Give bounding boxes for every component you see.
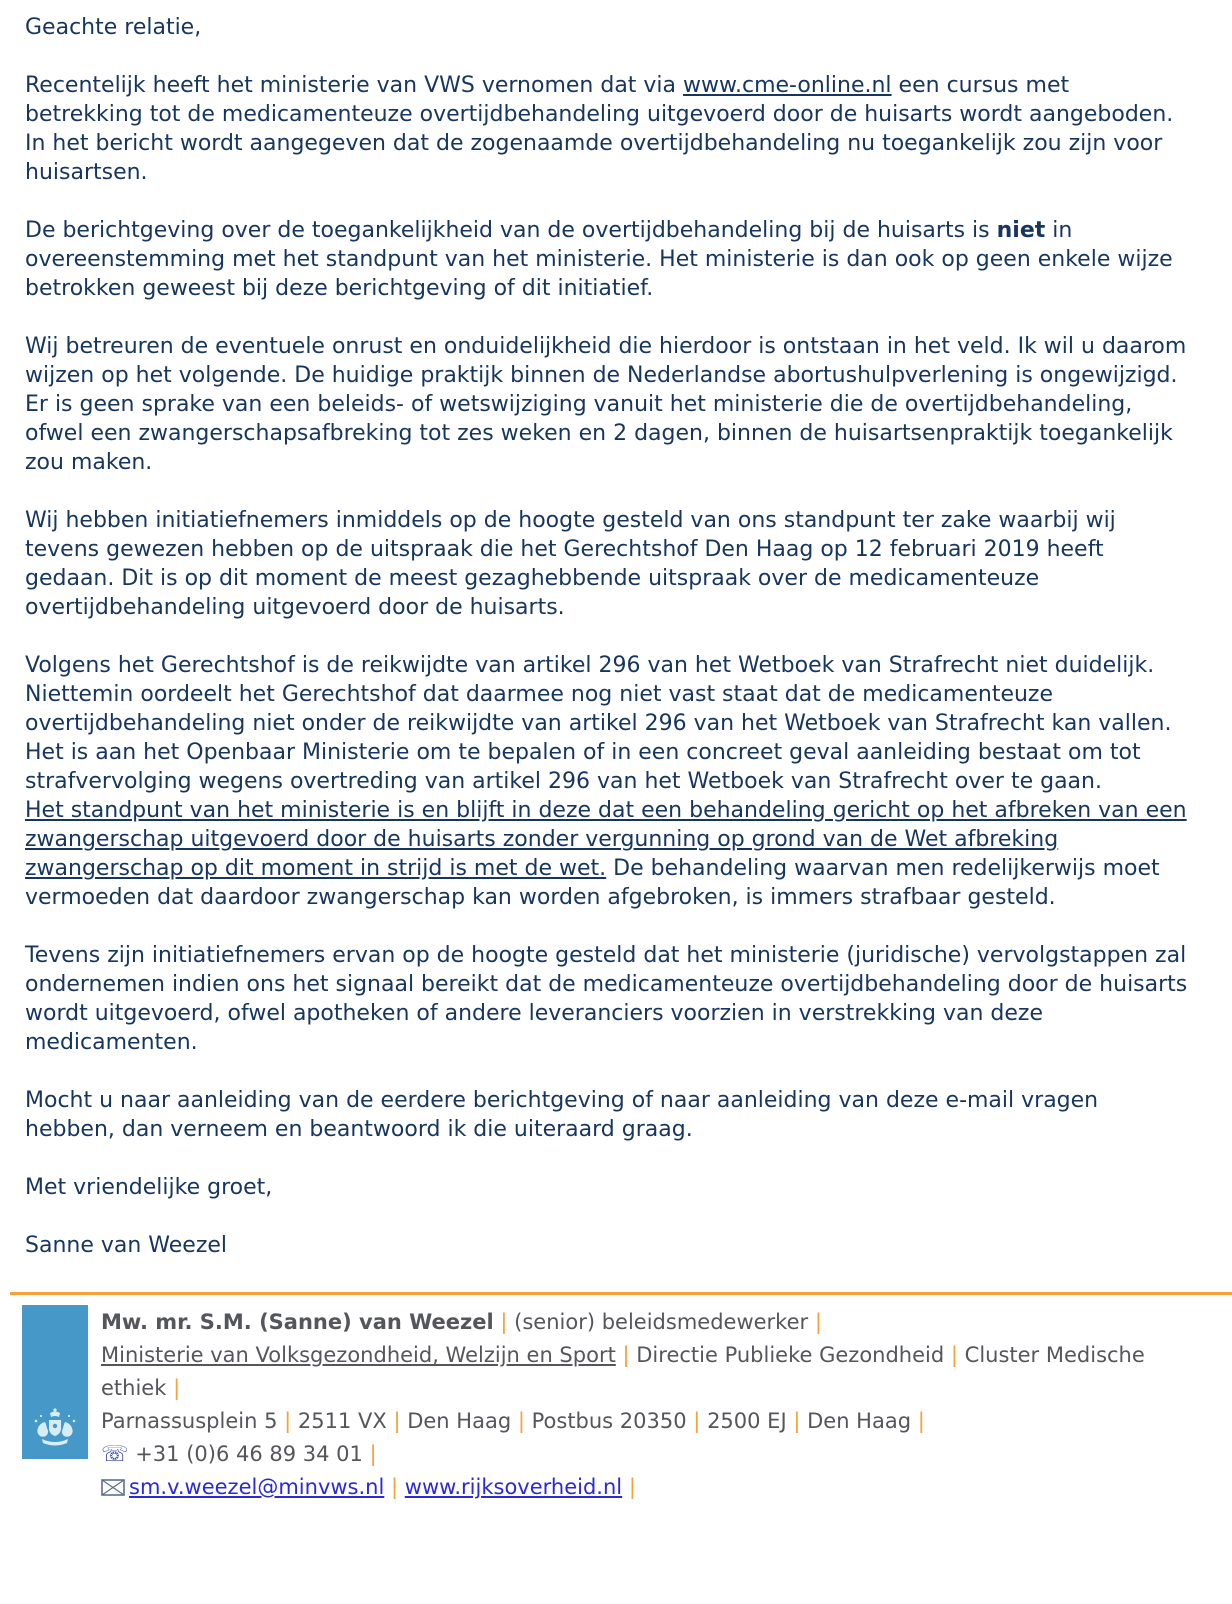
signature-line-phone: [101, 1438, 1166, 1471]
paragraph-vragen: Mocht u naar aanleiding van de eerdere berichtgeving of naar aanleiding van deze e-mail vragen hebben, dan verneem en beantwoord ik die uiteraard graag.: [25, 1088, 1099, 1142]
envelope-icon: [101, 1479, 125, 1496]
paragraph-gerechtshof: [25, 651, 1190, 912]
standpunt-underlined: Het standpunt van het ministerie is en blijft in deze dat een behandeling gericht op het afbreken van een zwangerschap uitgevoerd door de huisarts zonder vergunning op grond van de Wet afbreking zwangerschap op dit moment in strijd is met de wet.: [25, 798, 1187, 881]
paragraph-betreuren: Wij betreuren de eventuele onrust en onduidelijkheid die hierdoor is ontstaan in het veld. Ik wil u daarom wijzen op het volgende. De huidige praktijk binnen de Nederlandse abortushulpverlening is ongewijzigd. Er is geen sprake van een beleids- of wetswijziging vanuit het ministerie die de overtijdbehandeling, ofwel een zwangerschapsafbreking tot zes weken en 2 dagen, binnen de huisartsenpraktijk toegankelijk zou maken.: [25, 334, 1187, 475]
pipe-separator: |: [917, 1409, 925, 1433]
pipe-separator: |: [393, 1409, 401, 1433]
signature-divider: [10, 1292, 1232, 1295]
address-part: Den Haag: [807, 1409, 912, 1433]
emphasis-niet: niet: [996, 218, 1046, 243]
pipe-separator: |: [284, 1409, 292, 1433]
paragraph-gerechtshof-part2: De behandeling waarvan men redelijkerwijs moet vermoeden dat daardoor zwangerschap kan worden afgebroken, is immers strafbaar gesteld.: [25, 856, 1160, 910]
signature-line-name: [101, 1306, 1166, 1339]
address-part: Den Haag: [407, 1409, 512, 1433]
paragraph-intro-post: een cursus met betrekking tot de medicamenteuze overtijdbehandeling uitgevoerd door de huisarts wordt aangeboden. In het bericht wordt aangegeven dat de zogenaamde overtijdbehandeling nu toegankelijk zou zijn voor huisartsen.: [25, 73, 1174, 185]
pipe-separator: |: [391, 1475, 399, 1499]
pipe-separator: |: [793, 1409, 801, 1433]
pipe-separator: |: [173, 1376, 181, 1400]
signature-block: [22, 1302, 1206, 1504]
pipe-separator: |: [517, 1409, 525, 1433]
signature-name: Mw. mr. S.M. (Sanne) van Weezel: [101, 1310, 494, 1334]
address-part: 2500 EJ: [707, 1409, 787, 1433]
ministry-link[interactable]: Ministerie van Volksgezondheid, Welzijn en Sport: [101, 1343, 616, 1367]
email-body: [25, 13, 1206, 1260]
signature-role: (senior) beleidsmedewerker: [514, 1310, 809, 1334]
paragraph-intro: [25, 71, 1190, 187]
sender-name: Sanne van Weezel: [25, 1233, 228, 1258]
greeting: Geachte relatie,: [25, 15, 202, 40]
signature-text: [101, 1305, 1166, 1504]
rijksoverheid-logo: [22, 1305, 88, 1459]
paragraph-berichtgeving-pre: De berichtgeving over de toegankelijkheid van de overtijdbehandeling bij de huisarts is: [25, 218, 997, 243]
address-part: Postbus 20350: [531, 1409, 687, 1433]
closing: Met vriendelijke groet,: [25, 1175, 273, 1200]
paragraph-vervolgstappen: Tevens zijn initiatiefnemers ervan op de hoogte gesteld dat het ministerie (juridische) vervolgstappen zal ondernemen indien ons het signaal bereikt dat de medicamenteuze overtijdbehandeling door de huisarts wordt uitgevoerd, ofwel apotheken of andere leveranciers voorzien in verstrekking van deze medicamenten.: [25, 943, 1188, 1055]
signature-line-org: [101, 1339, 1166, 1405]
signature-cluster: Cluster Medische ethiek: [101, 1343, 1145, 1400]
phone-icon: ☏: [101, 1442, 129, 1467]
signature-line-address: [101, 1405, 1166, 1438]
paragraph-initiatiefnemers: Wij hebben initiatiefnemers inmiddels op de hoogte gesteld van ons standpunt ter zake waarbij wij tevens gewezen hebben op de uitspraak die het Gerechtshof Den Haag op 12 februari 2019 heeft gedaan. Dit is op dit moment de meest gezaghebbende uitspraak over de medicamenteuze overtijdbehandeling uitgevoerd door de huisarts.: [25, 508, 1116, 620]
email-link[interactable]: sm.v.weezel@minvws.nl: [129, 1475, 385, 1499]
pipe-separator: |: [814, 1310, 822, 1334]
signature-line-links: [101, 1471, 1166, 1504]
address-part: Parnassusplein 5: [101, 1409, 278, 1433]
paragraph-berichtgeving-post: in overeenstemming met het standpunt van het ministerie. Het ministerie is dan ook op geen enkele wijze betrokken geweest bij deze berichtgeving of dit initiatief.: [25, 218, 1173, 301]
phone-number: +31 (0)6 46 89 34 01: [135, 1442, 363, 1466]
pipe-separator: |: [950, 1343, 958, 1367]
pipe-separator: |: [622, 1343, 630, 1367]
paragraph-berichtgeving: [25, 216, 1190, 303]
signature-directie: Directie Publieke Gezondheid: [636, 1343, 945, 1367]
paragraph-gerechtshof-part1: Volgens het Gerechtshof is de reikwijdte van artikel 296 van het Wetboek van Strafrecht niet duidelijk. Niettemin oordeelt het Gerechtshof dat daarmee nog niet vast staat dat de medicamenteuze overtijdbehandeling niet onder de reikwijdte van artikel 296 van het Wetboek van Strafrecht kan vallen. Het is aan het Openbaar Ministerie om te bepalen of in een concreet geval aanleiding bestaat om tot strafvervolging wegens overtreding van artikel 296 van het Wetboek van Strafrecht over te gaan.: [25, 653, 1172, 794]
coat-of-arms-icon: [32, 1407, 78, 1447]
address-part: 2511 VX: [297, 1409, 387, 1433]
paragraph-intro-pre: Recentelijk heeft het ministerie van VWS vernomen dat via: [25, 73, 684, 98]
cme-online-link[interactable]: www.cme-online.nl: [683, 73, 892, 98]
pipe-separator: |: [628, 1475, 636, 1499]
pipe-separator: |: [500, 1310, 508, 1334]
pipe-separator: |: [369, 1442, 377, 1466]
website-link[interactable]: www.rijksoverheid.nl: [404, 1475, 623, 1499]
pipe-separator: |: [693, 1409, 701, 1433]
